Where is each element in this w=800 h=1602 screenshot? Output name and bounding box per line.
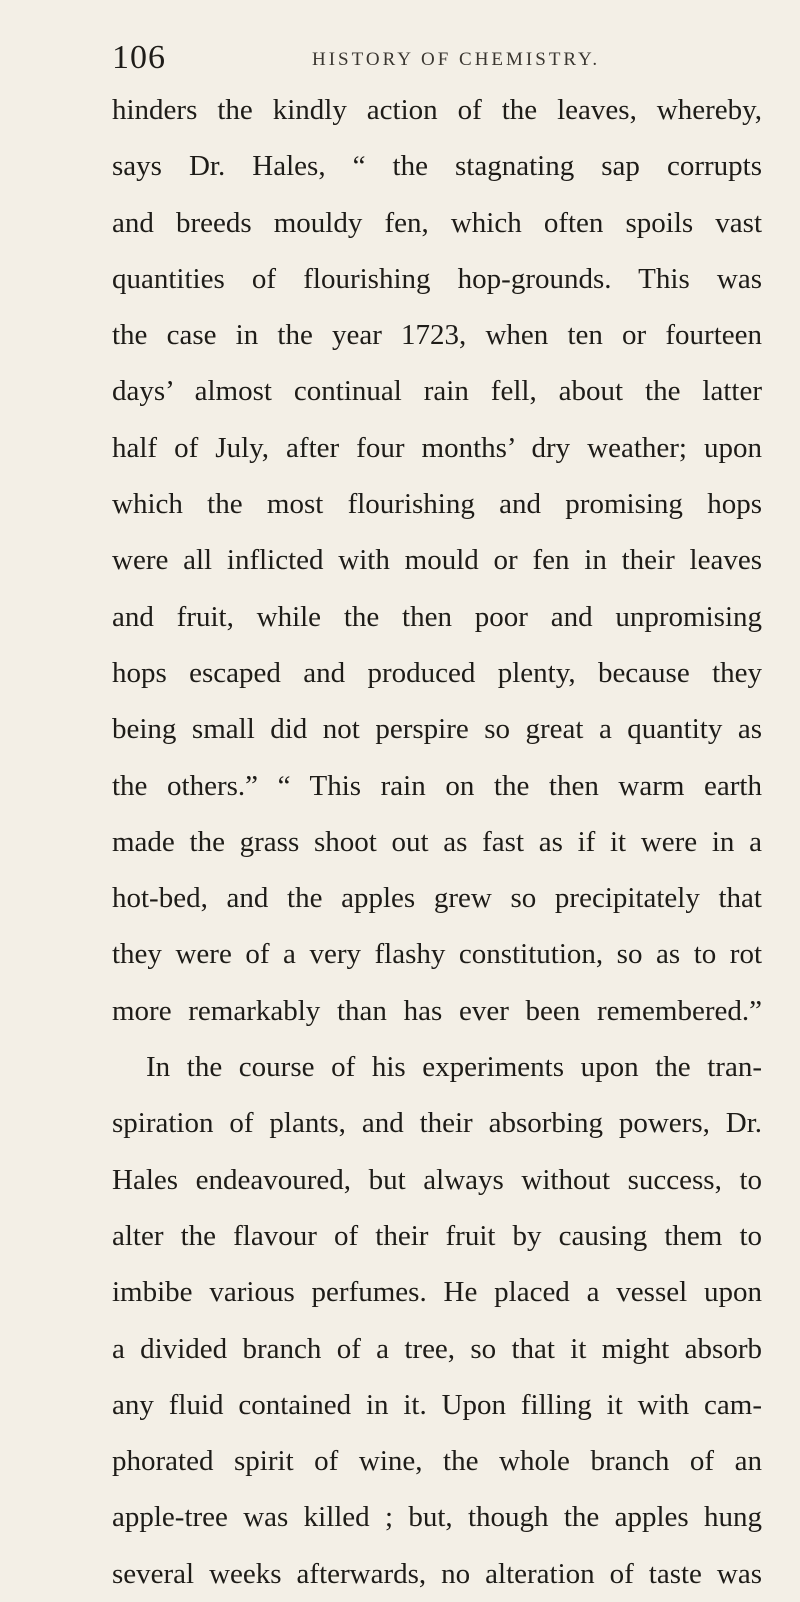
text-line: the others.” “ This rain on the then warm earth [112, 769, 762, 802]
text-line: the case in the year 1723, when ten or fourteen [112, 319, 762, 352]
text-line: quantities of flourishing hop-grounds. This was [112, 262, 762, 295]
text-line: Hales endeavoured, but always without success, to [112, 1163, 762, 1196]
text-line: imbibe various perfumes. He placed a vessel upon [112, 1276, 762, 1309]
text-line: hops escaped and produced plenty, because they [112, 656, 762, 689]
text-line: apple-tree was killed ; but, though the apples hung [112, 1501, 762, 1534]
text-line: says Dr. Hales, “ the stagnating sap corrupts [112, 150, 762, 183]
text-line: hinders the kindly action of the leaves, whereby, [112, 94, 762, 126]
text-line: more remarkably than has ever been remembered.” [112, 994, 762, 1027]
text-line: alter the flavour of their fruit by causing them to [112, 1219, 762, 1252]
running-head [112, 38, 682, 78]
text-line: half of July, after four months’ dry weather; upon [112, 431, 762, 464]
text-line: made the grass shoot out as fast as if it were in a [112, 825, 762, 858]
body-text [112, 82, 762, 1602]
text-line: being small did not perspire so great a quantity as [112, 713, 762, 746]
text-line: hot-bed, and the apples grew so precipitately that [112, 882, 762, 915]
text-line-paragraph-start: In the course of his experiments upon the tran- [146, 1051, 762, 1084]
text-line: and breeds mouldy fen, which often spoils vast [112, 206, 762, 239]
text-line: phorated spirit of wine, the whole branch of an [112, 1445, 762, 1478]
text-line: and fruit, while the then poor and unpromising [112, 600, 762, 633]
text-line: which the most flourishing and promising hops [112, 488, 762, 521]
text-line: were all inflicted with mould or fen in their leaves [112, 544, 762, 577]
text-line: they were of a very flashy constitution, so as to rot [112, 938, 762, 971]
text-line: days’ almost continual rain fell, about the latter [112, 375, 762, 408]
text-line: any fluid contained in it. Upon filling it with cam- [112, 1388, 762, 1421]
page-number: 106 [112, 39, 166, 76]
text-line: a divided branch of a tree, so that it might absorb [112, 1332, 762, 1365]
text-line: spiration of plants, and their absorbing powers, Dr. [112, 1107, 762, 1140]
text-line: several weeks afterwards, no alteration of taste was [112, 1557, 762, 1590]
running-title: HISTORY OF CHEMISTRY. [312, 49, 601, 70]
